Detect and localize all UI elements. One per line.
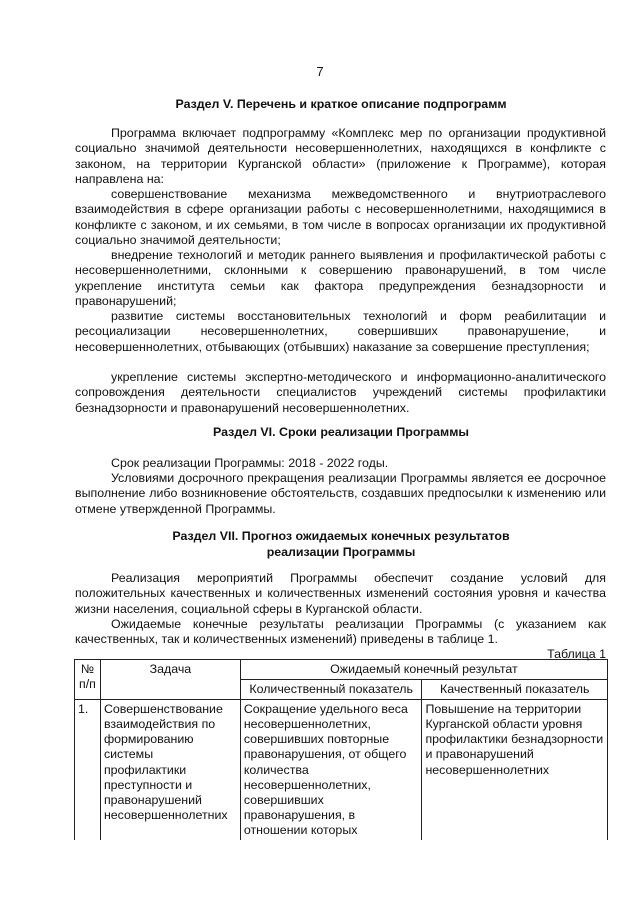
section-5-item-2: внедрение технологий и методик раннего выявления и профилактической работы с несовершеннолетними, склонными к совершению правонарушений, в том числе укрепление института семьи как фактора предупреждения безнадзорности и правонарушений; bbox=[75, 248, 606, 309]
table-header-row bbox=[75, 660, 608, 680]
header-num: № п/п bbox=[75, 660, 101, 700]
section-5-title: Раздел V. Перечень и краткое описание подпрограмм bbox=[175, 97, 507, 111]
section-7-title-line-1: Раздел VII. Прогноз ожидаемых конечных результатов bbox=[172, 529, 510, 543]
header-qualitative: Качественный показатель bbox=[422, 680, 608, 700]
header-expected: Ожидаемый конечный результат bbox=[240, 660, 607, 680]
row-quantitative: Сокращение удельного веса несовершеннолетних, совершивших повторные правонарушения, от общего количества несовершеннолетних, совершивших правонарушения, в отношении которых bbox=[240, 700, 422, 840]
section-7-para-1: Реализация мероприятий Программы обеспечит создание условий для положительных качественных и количественных изменений состояния уровня и качества жизни населения, социальной сферы в Курганской области. bbox=[75, 571, 606, 616]
table-label: Таблица 1 bbox=[547, 647, 606, 661]
section-7-para-2: Ожидаемые конечные результаты реализации Программы (с указанием как качественных, так и количественных изменений) приведены в таблице 1. bbox=[75, 617, 606, 647]
header-quantitative: Количественный показатель bbox=[240, 680, 422, 700]
results-table bbox=[74, 659, 608, 840]
section-5-intro: Программа включает подпрограмму «Комплекс мер по организации продуктивной социально значимой деятельности несовершеннолетних, находящихся в конфликте с законом, на территории Курганской области» (приложение к Программе), которая направлена на: bbox=[75, 126, 606, 187]
section-5-item-4: укрепление системы экспертно-методического и информационно-аналитического сопровождения деятельности специалистов учреждений системы профилактики безнадзорности и правонарушений несовершеннолетних. bbox=[75, 370, 606, 415]
row-task: Совершенствование взаимодействия по формированию системы профилактики преступности и правонарушений несовершеннолетних bbox=[100, 700, 240, 840]
row-qualitative: Повышение на территории Курганской области уровня профилактики безнадзорности и правонарушений несовершеннолетних bbox=[422, 700, 608, 840]
section-5-item-3: развитие системы восстановительных технологий и форм реабилитации и ресоциализации несовершеннолетних, совершивших правонарушение, и несовершеннолетних, отбывающих (отбывших) наказание за совершение преступления; bbox=[75, 309, 606, 354]
section-5-item-1: совершенствование механизма межведомственного и внутриотраслевого взаимодействия в сфере организации работы с несовершеннолетними, находящимися в конфликте с законом, и их семьями, в том числе в вопросах организации их продуктивной социально значимой деятельности; bbox=[75, 187, 606, 248]
page-number: 7 bbox=[316, 64, 324, 79]
section-7-title bbox=[96, 529, 586, 560]
header-task: Задача bbox=[100, 660, 240, 700]
section-6-term: Срок реализации Программы: 2018 - 2022 годы. bbox=[111, 456, 389, 470]
table-row bbox=[75, 700, 608, 840]
section-6-title: Раздел VI. Сроки реализации Программы bbox=[213, 425, 469, 439]
section-7-title-line-2: реализации Программы bbox=[266, 544, 416, 559]
row-num: 1. bbox=[75, 700, 101, 840]
section-6-conditions: Условиями досрочного прекращения реализации Программы является ее досрочное выполнение либо возникновение обстоятельств, создавших предпосылки к изменению или отмене утвержденной Программы. bbox=[75, 471, 606, 516]
